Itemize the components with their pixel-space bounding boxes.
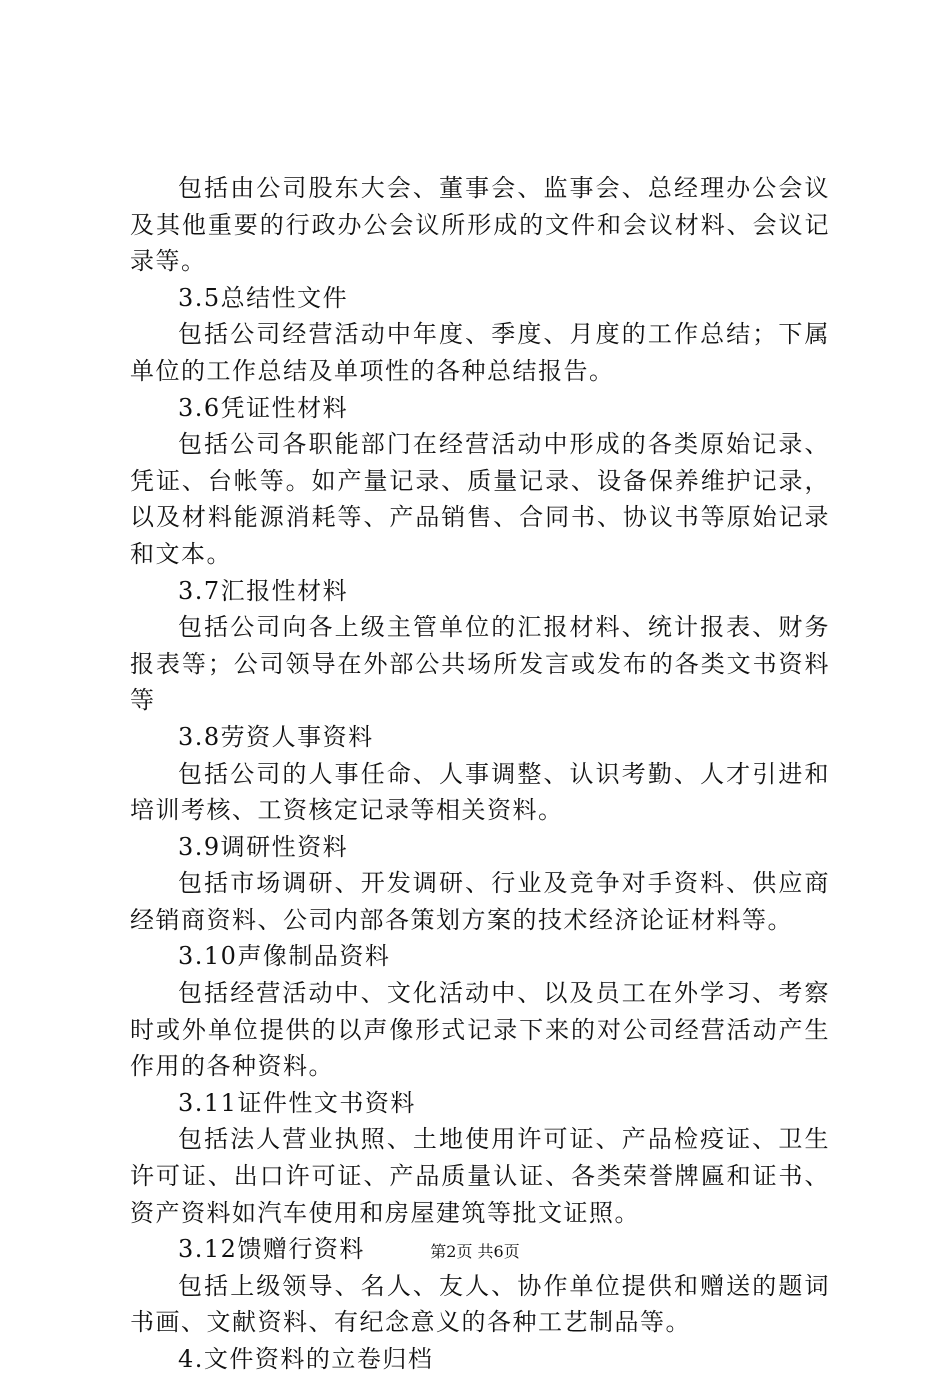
section-heading-3-7: 3.7汇报性材料 <box>178 576 349 605</box>
section-heading-3-5: 3.5总结性文件 <box>178 283 349 312</box>
paragraph: 包括公司经营活动中年度、季度、月度的工作总结；下属单位的工作总结及单项性的各种总结报告。 <box>130 320 830 385</box>
section-heading-3-12: 3.12馈赠行资料 <box>178 1235 365 1264</box>
paragraph: 包括公司向各上级主管单位的汇报材料、统计报表、财务报表等；公司领导在外部公共场所发言或发布的各类文书资料等 <box>130 613 830 715</box>
paragraph: 包括由公司股东大会、董事会、监事会、总经理办公会议及其他重要的行政办公会议所形成的文件和会议材料、会议记录等。 <box>130 174 830 276</box>
section-heading-4: 4.文件资料的立卷归档 <box>178 1345 434 1373</box>
section-heading-3-6: 3.6凭证性材料 <box>178 393 349 422</box>
paragraph: 包括公司各职能部门在经营活动中形成的各类原始记录、凭证、台帐等。如产量记录、质量记录、设备保养维护记录，以及材料能源消耗等、产品销售、合同书、协议书等原始记录和文本。 <box>130 430 830 568</box>
page-footer: 第2页 共6页 <box>430 1242 520 1261</box>
paragraph: 包括公司的人事任命、人事调整、认识考勤、人才引进和培训考核、工资核定记录等相关资料。 <box>130 759 830 825</box>
document-body <box>130 170 830 1378</box>
section-heading-3-10: 3.10声像制品资料 <box>178 942 391 971</box>
paragraph: 包括经营活动中、文化活动中、以及员工在外学习、考察时或外单位提供的以声像形式记录下来的对公司经营活动产生作用的各种资料。 <box>130 979 830 1081</box>
paragraph: 包括上级领导、名人、友人、协作单位提供和赠送的题词书画、文献资料、有纪念意义的各种工艺制品等。 <box>130 1271 830 1337</box>
section-heading-3-9: 3.9调研性资料 <box>178 832 349 861</box>
section-heading-3-8: 3.8劳资人事资料 <box>178 722 374 751</box>
paragraph: 包括市场调研、开发调研、行业及竞争对手资料、供应商经销商资料、公司内部各策划方案的技术经济论证材料等。 <box>130 869 830 934</box>
section-heading-3-11: 3.11证件性文书资料 <box>178 1088 416 1117</box>
paragraph: 包括法人营业执照、土地使用许可证、产品检疫证、卫生许可证、出口许可证、产品质量认证、各类荣誉牌匾和证书、资产资料如汽车使用和房屋建筑等批文证照。 <box>130 1125 830 1227</box>
